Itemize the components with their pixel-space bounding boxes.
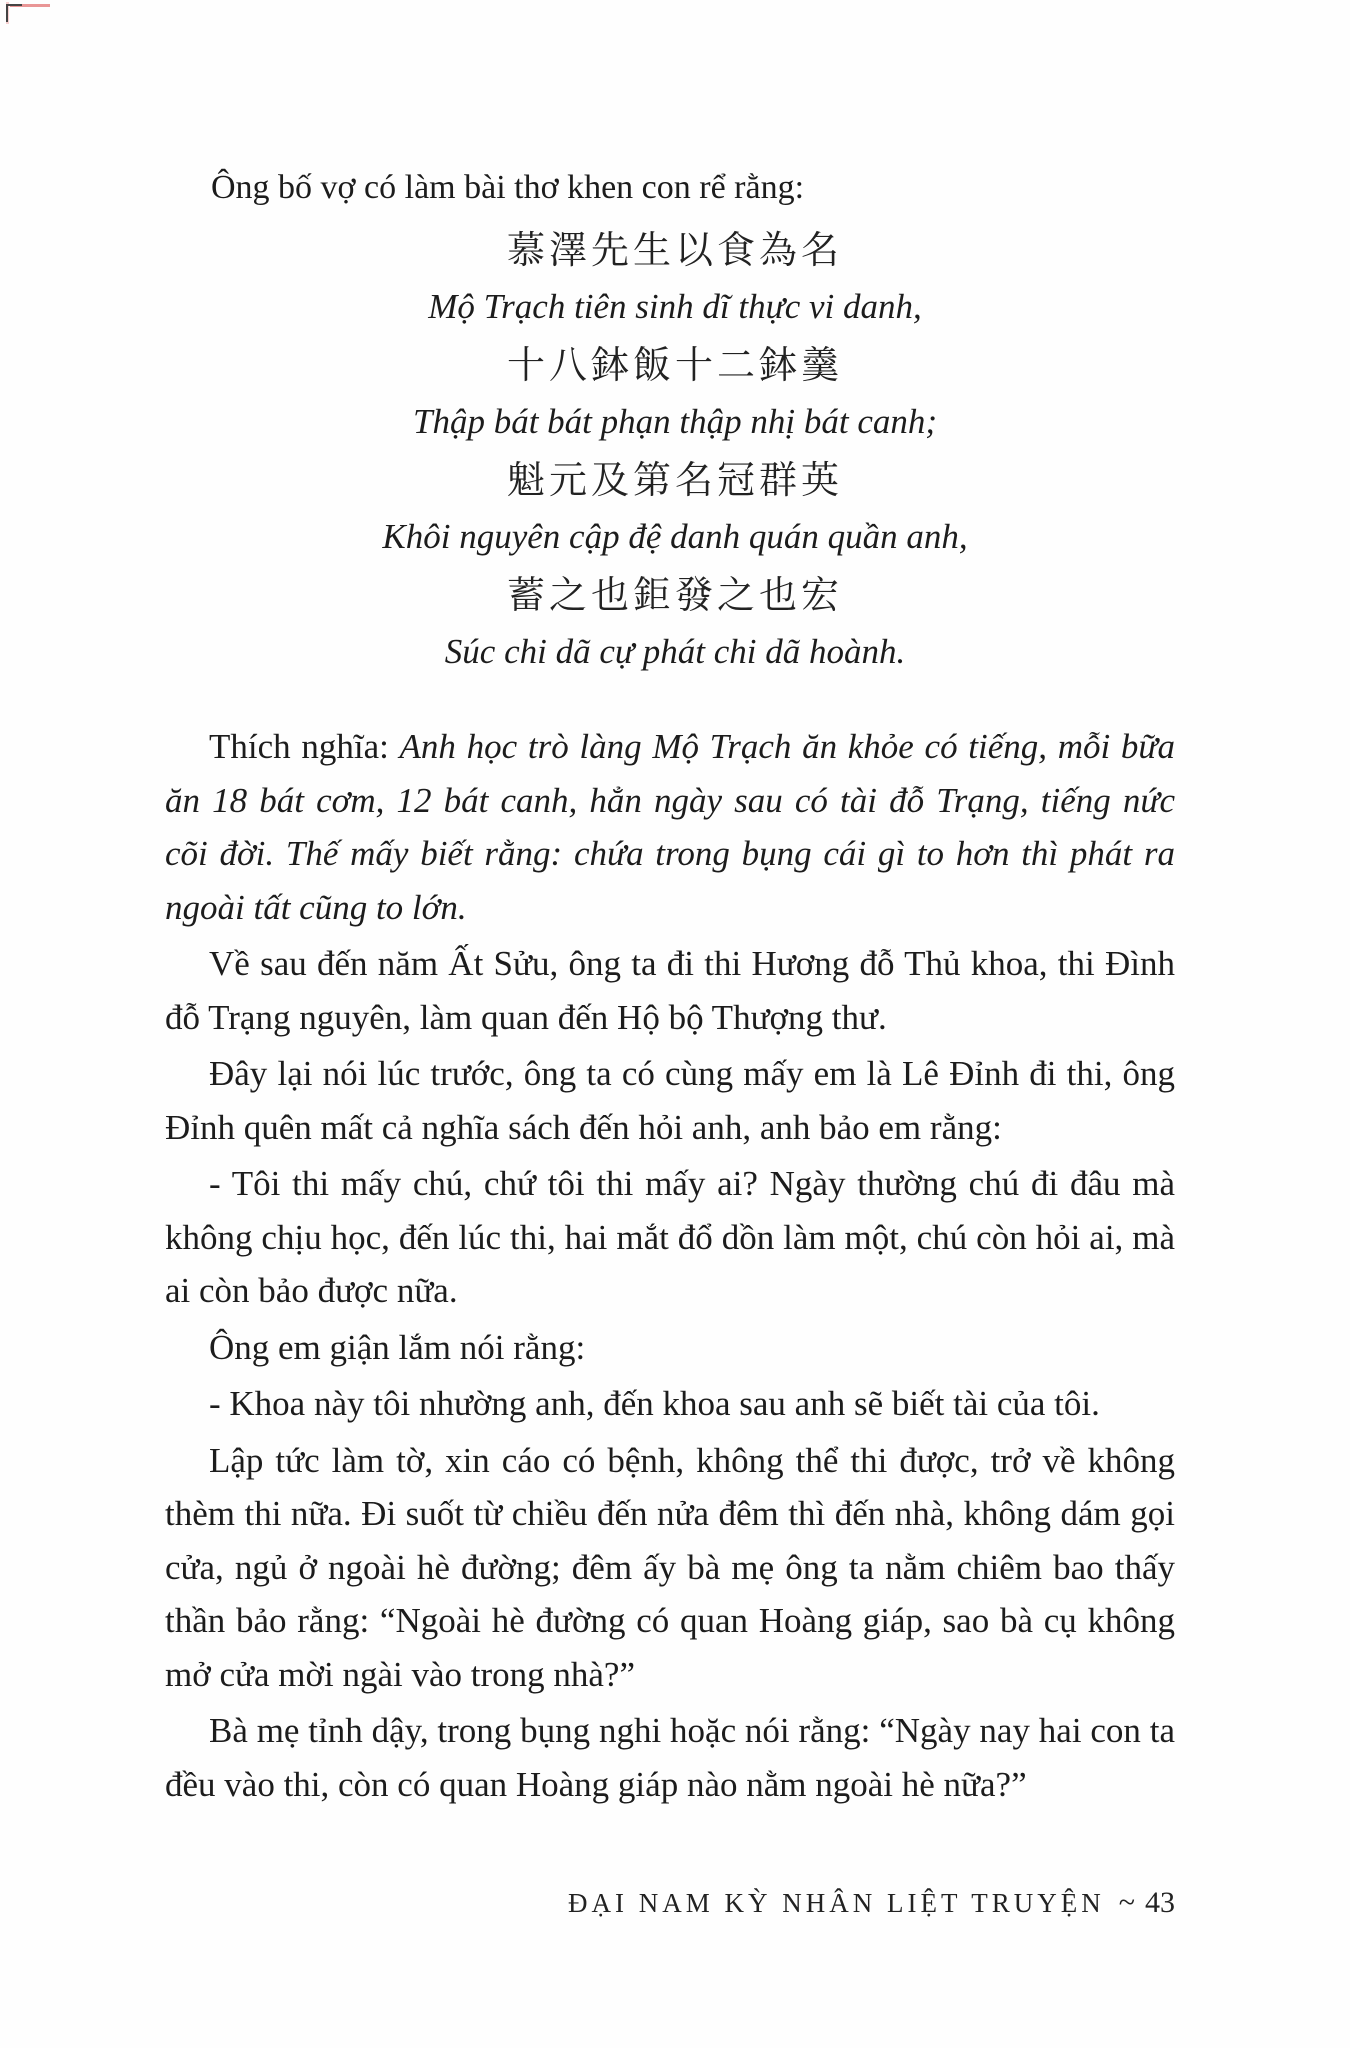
paragraph: Lập tức làm tờ, xin cáo có bệnh, không thể thi được, trở về không thèm thi nữa. Đi suốt từ chiều đến nửa đêm thì đến nhà, không dám gọi cửa, ngủ ở ngoài hè đường; đêm ấy bà mẹ ông ta nằm chiêm bao thấy thần bảo rằng: “Ngoài hè đường có quan Hoàng giáp, sao bà cụ không mở cửa mời ngài vào trong nhà?” [165,1440,1175,1694]
paragraph: Về sau đến năm Ất Sửu, ông ta đi thi Hương đỗ Thủ khoa, thi Đình đỗ Trạng nguyên, làm quan đến Hộ bộ Thượng thư. [165,944,1175,1037]
poem-intro: Ông bố vợ có làm bài thơ khen con rể rằng: [211,169,805,206]
explanation-paragraph [165,720,1175,934]
crop-mark [6,4,22,22]
poem-line-han-4: 蓄之也鉅發之也宏 [506,573,843,617]
explanation-text: Anh học trò làng Mộ Trạch ăn khỏe có tiếng, mỗi bữa ăn 18 bát cơm, 12 bát canh, hẳn ngày sau có tài đỗ Trạng, tiếng nức cõi đời. Thế mấy biết rằng: chứa trong bụng cái gì to hơn thì phát ra ngoài tất cũng to lớn. [165,727,1175,927]
paragraph: Bà mẹ tỉnh dậy, trong bụng nghi hoặc nói rằng: “Ngày nay hai con ta đều vào thi, còn có quan Hoàng giáp nào nằm ngoài hè nữa?” [165,1711,1175,1804]
running-footer [560,1883,1175,1923]
book-title: ĐẠI NAM KỲ NHÂN LIỆT TRUYỆN [568,1887,1105,1918]
poem-line-han-1: 慕澤先生以食為名 [506,228,843,272]
dialogue-paragraph: - Tôi thi mấy chú, chứ tôi thi mấy ai? Ngày thường chú đi đâu mà không chịu học, đến lúc thi, hai mắt đổ dồn làm một, chú còn hỏi ai, mà ai còn bảo được nữa. [165,1164,1175,1310]
poem-line-viet-1: Mộ Trạch tiên sinh dĩ thực vi danh, [428,287,922,326]
poem-line-viet-3: Khôi nguyên cập đệ danh quán quần anh, [382,517,968,556]
explanation-label: Thích nghĩa: [209,727,400,766]
poem-line-han-3: 魁元及第名冠群英 [506,458,843,502]
body-text [165,720,1175,1814]
poem-block [160,222,1190,682]
paragraph: Ông em giận lắm nói rằng: [209,1327,586,1367]
poem-line-viet-4: Súc chi dã cự phát chi dã hoành. [444,632,906,671]
dialogue-paragraph: - Khoa này tôi nhường anh, đến khoa sau anh sẽ biết tài của tôi. [209,1384,1100,1423]
paragraph: Đây lại nói lúc trước, ông ta có cùng mấy em là Lê Đỉnh đi thi, ông Đỉnh quên mất cả nghĩa sách đến hỏi anh, anh bảo em rằng: [165,1054,1175,1147]
page-number: 43 [1145,1886,1175,1919]
footer-separator: ~ [1118,1886,1135,1919]
poem-line-han-2: 十八鉢飯十二鉢羹 [506,343,843,387]
poem-line-viet-2: Thập bát bát phạn thập nhị bát canh; [412,402,938,441]
